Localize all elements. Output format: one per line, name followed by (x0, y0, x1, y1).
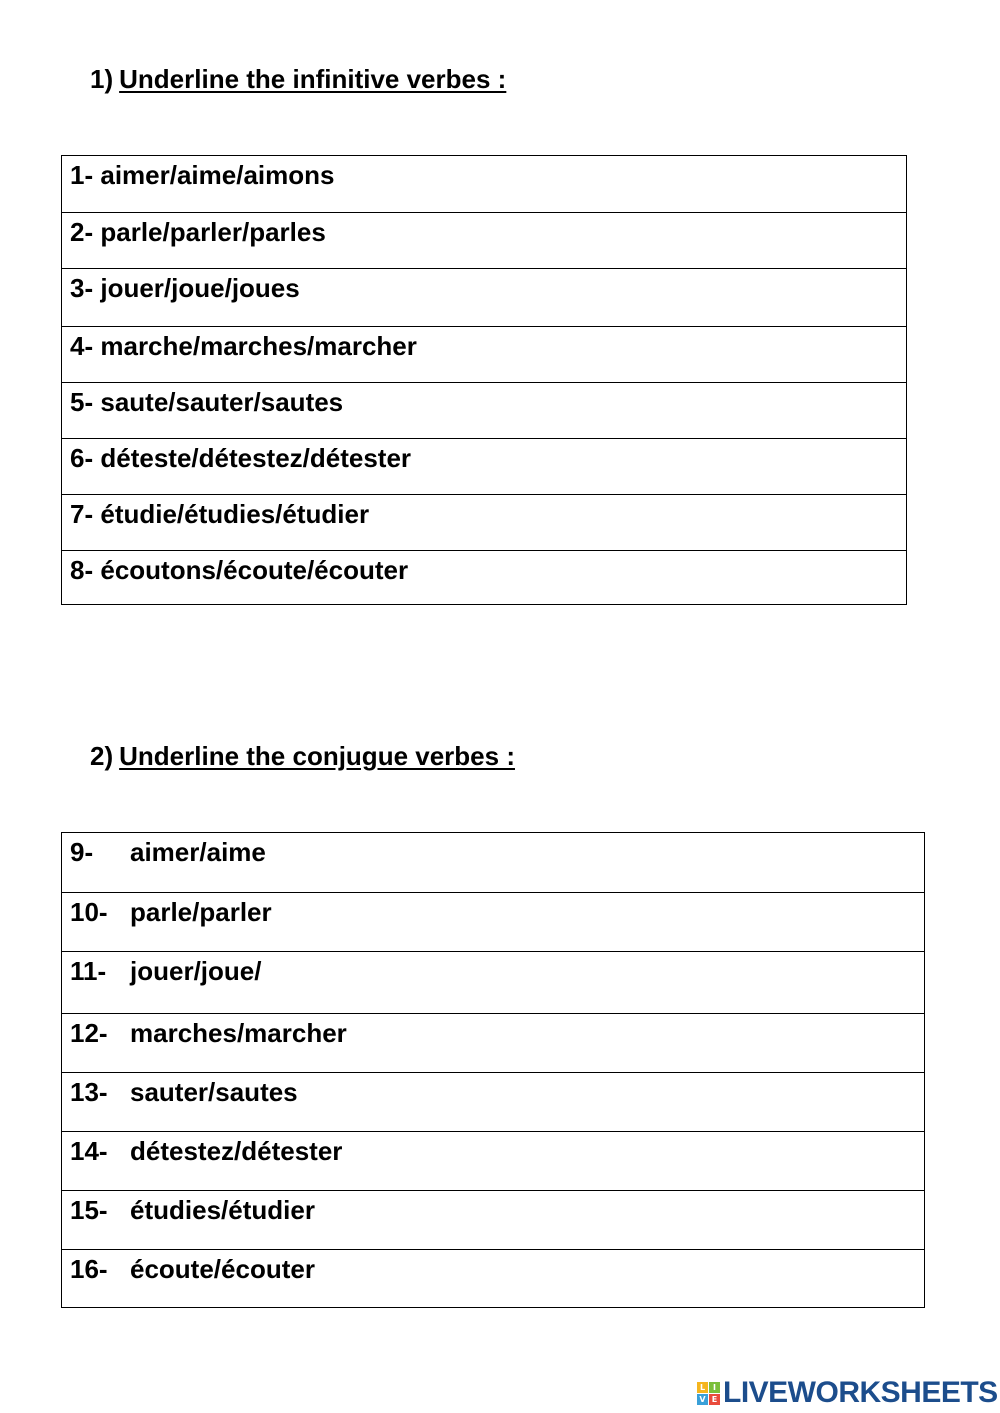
table-row (62, 1072, 924, 1131)
item-number: 4- (70, 331, 94, 361)
row-content (70, 837, 266, 867)
row-content (70, 217, 326, 247)
row-content (70, 331, 417, 361)
item-number: 1- (70, 160, 94, 190)
item-number: 7- (70, 499, 94, 529)
item-number: 5- (70, 387, 94, 417)
verb-options[interactable]: écoute/écouter (130, 1254, 315, 1284)
table-row (62, 156, 906, 212)
row-content (70, 956, 261, 986)
verb-options[interactable]: sauter/sautes (130, 1077, 298, 1107)
row-content (70, 499, 369, 529)
table-row (62, 382, 906, 438)
table-row (62, 1013, 924, 1072)
verb-options[interactable]: marches/marcher (130, 1018, 347, 1048)
item-number: 14- (70, 1136, 108, 1166)
verb-options[interactable]: parle/parler/parles (100, 217, 326, 247)
item-number: 11- (70, 956, 107, 986)
verb-options[interactable]: étudie/étudies/étudier (100, 499, 370, 529)
item-number: 16- (70, 1254, 108, 1284)
infinitive-verbs-table (61, 155, 907, 605)
verb-options[interactable]: saute/sauter/sautes (100, 387, 344, 417)
item-number: 2- (70, 217, 94, 247)
item-number: 3- (70, 273, 94, 303)
row-content (70, 1136, 342, 1166)
table-row (62, 268, 906, 326)
liveworksheets-logo (697, 1376, 998, 1410)
table-row (62, 438, 906, 494)
item-number: 13- (70, 1077, 108, 1107)
verb-options[interactable]: parle/parler (130, 897, 272, 927)
item-number: 10- (70, 897, 108, 927)
table-row (62, 1190, 924, 1249)
row-content (70, 160, 334, 190)
logo-mark-letter: E (709, 1394, 720, 1405)
logo-mark-letter: I (709, 1382, 720, 1393)
logo-mark-letter: V (697, 1394, 708, 1405)
verb-options[interactable]: marche/marches/marcher (100, 331, 417, 361)
table-row (62, 212, 906, 268)
table-row (62, 1131, 924, 1190)
row-content (70, 1254, 315, 1284)
section-1-title: Underline the infinitive verbes : (119, 64, 507, 94)
verb-options[interactable]: étudies/étudier (130, 1195, 315, 1225)
verb-options[interactable]: déteste/détestez/détester (100, 443, 412, 473)
section-2-heading (90, 741, 515, 771)
verb-options[interactable]: écoutons/écoute/écouter (100, 555, 409, 585)
table-row (62, 951, 924, 1013)
table-row (62, 833, 924, 892)
conjugated-verbs-table (61, 832, 925, 1308)
logo-mark-icon (697, 1382, 720, 1405)
table-row (62, 1249, 924, 1308)
section-1-heading (90, 64, 506, 94)
item-number: 8- (70, 555, 94, 585)
row-content (70, 443, 411, 473)
row-content (70, 897, 272, 927)
section-2-number: 2) (90, 741, 114, 771)
section-1-number: 1) (90, 64, 114, 94)
verb-options[interactable]: aimer/aime (130, 837, 266, 867)
row-content (70, 387, 343, 417)
item-number: 6- (70, 443, 94, 473)
item-number: 15- (70, 1195, 108, 1225)
verb-options[interactable]: jouer/joue/joues (100, 273, 300, 303)
section-2-title: Underline the conjugue verbes : (119, 741, 515, 771)
logo-text: LIVEWORKSHEETS (723, 1376, 998, 1409)
verb-options[interactable]: jouer/joue/ (130, 956, 262, 986)
verb-options[interactable]: détestez/détester (130, 1136, 343, 1166)
item-number: 9- (70, 837, 94, 867)
row-content (70, 273, 300, 303)
row-content (70, 555, 408, 585)
row-content (70, 1077, 298, 1107)
logo-mark-letter: L (697, 1382, 708, 1393)
row-content (70, 1018, 347, 1048)
table-row (62, 494, 906, 550)
verb-options[interactable]: aimer/aime/aimons (100, 160, 335, 190)
table-row (62, 892, 924, 951)
table-row (62, 550, 906, 605)
item-number: 12- (70, 1018, 108, 1048)
row-content (70, 1195, 315, 1225)
table-row (62, 326, 906, 382)
